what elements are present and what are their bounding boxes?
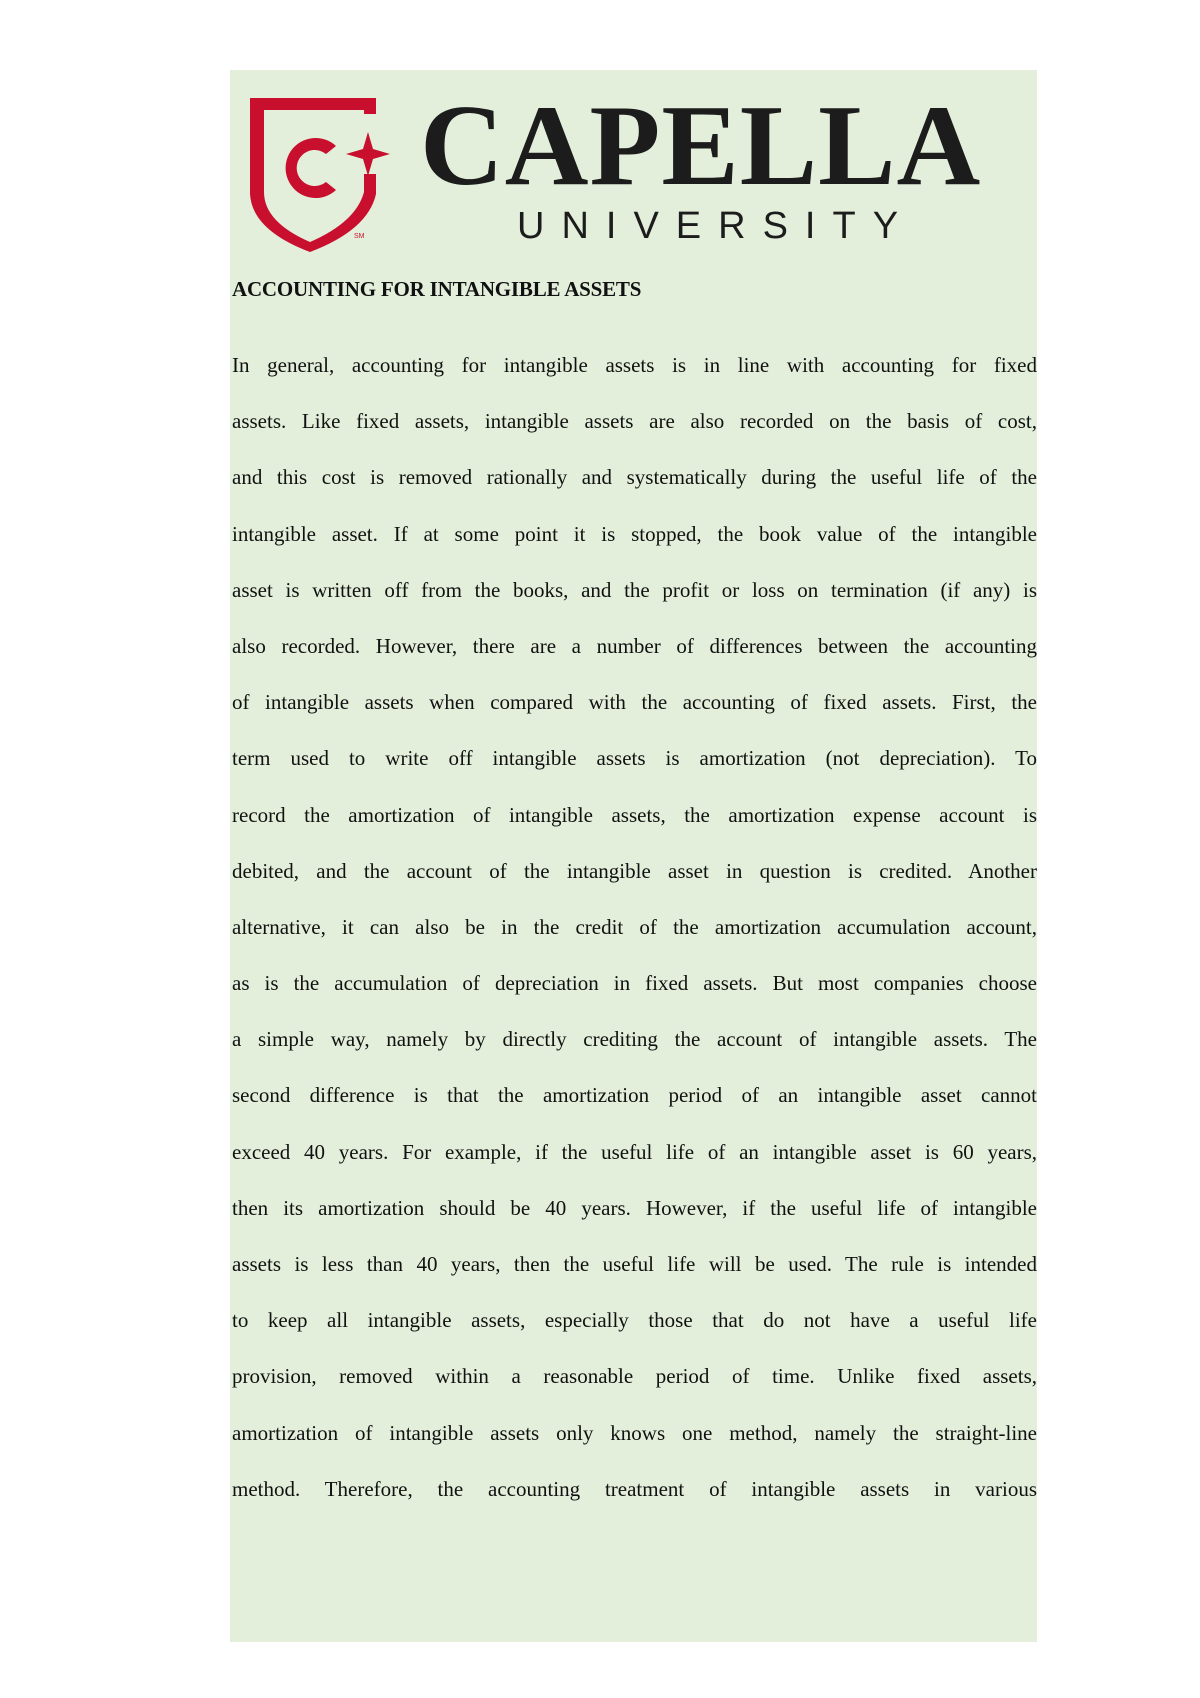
document-heading: ACCOUNTING FOR INTANGIBLE ASSETS — [232, 277, 642, 301]
body-paragraph — [232, 337, 1037, 1517]
capella-logo — [230, 82, 1037, 258]
paragraph-line: then its amortization should be 40 years. However, if the useful life of intangible — [232, 1195, 1037, 1220]
paragraph-line: assets. Like fixed assets, intangible assets are also recorded on the basis of cost, — [232, 409, 1037, 434]
paragraph-line: also recorded. However, there are a number of differences between the accounting — [232, 633, 1037, 658]
paragraph-line: intangible asset. If at some point it is stopped, the book value of the intangible — [232, 521, 1037, 546]
logo-submark: UNIVERSITY — [517, 205, 916, 247]
paragraph-line: of intangible assets when compared with the accounting of fixed assets. First, the — [232, 690, 1037, 715]
paragraph-line: assets is less than 40 years, then the useful life will be used. The rule is intended — [232, 1252, 1037, 1276]
paragraph-line: In general, accounting for intangible assets is in line with accounting for fixed — [232, 353, 1037, 377]
paragraph-line: as is the accumulation of depreciation in fixed assets. But most companies choose — [232, 971, 1037, 996]
paragraph-line: alternative, it can also be in the credit of the amortization accumulation account, — [232, 914, 1037, 939]
paragraph-line: amortization of intangible assets only knows one method, namely the straight-line — [232, 1420, 1037, 1445]
paragraph-line: second difference is that the amortization period of an intangible asset cannot — [232, 1083, 1037, 1108]
paragraph-line: debited, and the account of the intangible asset in question is credited. Another — [232, 858, 1037, 883]
paragraph-line: and this cost is removed rationally and systematically during the useful life of the — [232, 465, 1037, 490]
paragraph-line: asset is written off from the books, and the profit or loss on termination (if any) is — [232, 577, 1037, 602]
shield-mark-label: SM — [354, 233, 365, 240]
document-page — [230, 70, 1037, 1642]
capella-shield-icon — [244, 92, 394, 252]
paragraph-line: record the amortization of intangible assets, the amortization expense account is — [232, 802, 1037, 827]
paragraph-line: to keep all intangible assets, especially those that do not have a useful life — [232, 1308, 1037, 1333]
paragraph-line: term used to write off intangible assets is amortization (not depreciation). To — [232, 746, 1037, 771]
paragraph-line: exceed 40 years. For example, if the useful life of an intangible asset is 60 years, — [232, 1139, 1037, 1164]
paragraph-line: a simple way, namely by directly crediting the account of intangible assets. The — [232, 1027, 1037, 1052]
paragraph-line: provision, removed within a reasonable period of time. Unlike fixed assets, — [232, 1364, 1037, 1389]
paragraph-line: method. Therefore, the accounting treatment of intangible assets in various — [232, 1476, 1037, 1501]
logo-wordmark: CAPELLA — [420, 82, 982, 210]
